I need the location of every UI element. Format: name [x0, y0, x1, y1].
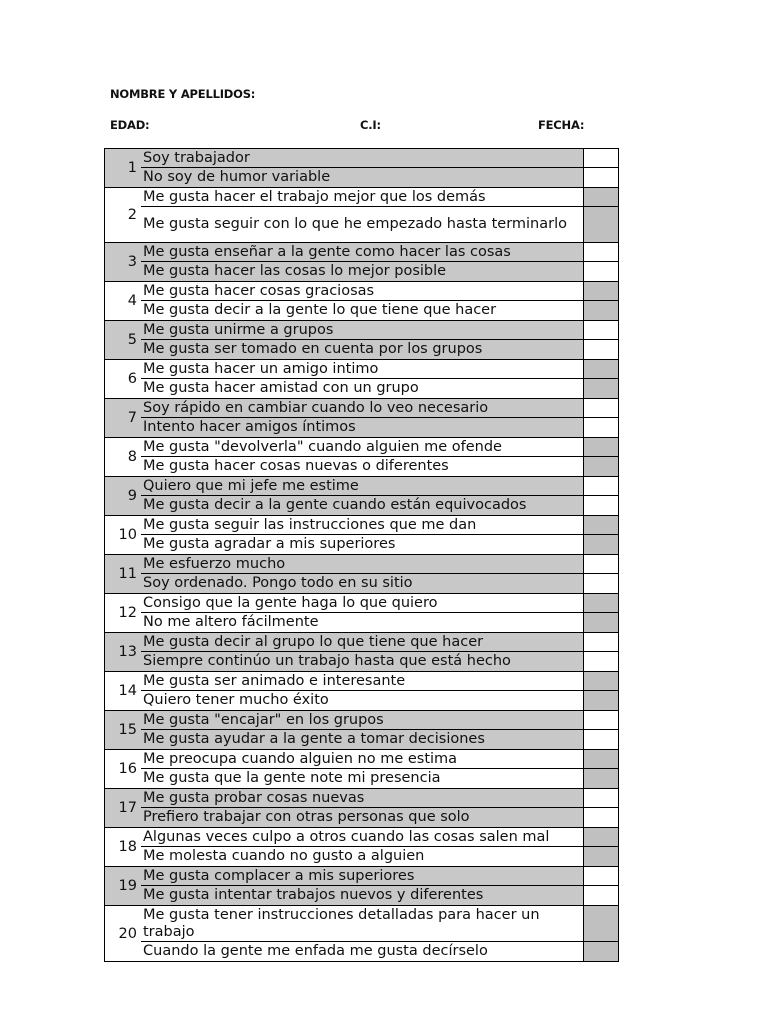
item-row — [141, 206, 618, 242]
item-group — [105, 828, 618, 867]
answer-box[interactable] — [583, 149, 618, 167]
item-row — [141, 573, 618, 593]
item-group — [105, 243, 618, 282]
questionnaire-table — [104, 148, 619, 962]
item-row — [141, 360, 618, 378]
answer-box[interactable] — [583, 594, 618, 612]
answer-box[interactable] — [583, 516, 618, 534]
answer-box[interactable] — [583, 207, 618, 242]
answer-box[interactable] — [583, 321, 618, 339]
answer-box[interactable] — [583, 750, 618, 768]
item-group — [105, 438, 618, 477]
item-number: 16 — [118, 761, 137, 777]
statement-text: Me gusta hacer las cosas lo mejor posible — [141, 262, 583, 281]
statement-text: Me gusta enseñar a la gente como hacer las cosas — [141, 243, 583, 261]
item-group — [105, 516, 618, 555]
item-row — [141, 243, 618, 261]
answer-box[interactable] — [583, 282, 618, 300]
answer-box[interactable] — [583, 730, 618, 749]
item-row — [141, 594, 618, 612]
item-row — [141, 417, 618, 437]
item-number: 6 — [127, 371, 137, 387]
answer-box[interactable] — [583, 496, 618, 515]
item-row — [141, 555, 618, 573]
item-number: 9 — [105, 477, 141, 515]
answer-box[interactable] — [583, 574, 618, 593]
statement-text: Algunas veces culpo a otros cuando las cosas salen mal — [143, 828, 550, 845]
item-row — [141, 378, 618, 398]
statement-text: No soy de humor variable — [141, 168, 583, 187]
item-row — [141, 534, 618, 554]
statement-text: Me gusta ser tomado en cuenta por los grupos — [141, 340, 583, 359]
answer-box[interactable] — [583, 555, 618, 573]
item-group — [105, 360, 618, 399]
statement-text: Intento hacer amigos íntimos — [141, 418, 583, 437]
item-row — [141, 633, 618, 651]
item-group — [105, 555, 618, 594]
answer-box[interactable] — [583, 633, 618, 651]
item-row — [141, 711, 618, 729]
item-row — [141, 495, 618, 515]
statement-text: Me gusta "encajar" en los grupos — [141, 711, 583, 729]
answer-box[interactable] — [583, 769, 618, 788]
statement-text: Me gusta intentar trabajos nuevos y diferentes — [141, 886, 583, 905]
item-row — [141, 261, 618, 281]
item-row — [141, 167, 618, 187]
statement-text: Me esfuerzo mucho — [141, 555, 583, 573]
statement-text: Soy rápido en cambiar cuando lo veo necesario — [141, 399, 583, 417]
answer-box[interactable] — [583, 535, 618, 554]
item-group — [105, 149, 618, 188]
item-number: 20 — [118, 925, 137, 942]
answer-box[interactable] — [583, 438, 618, 456]
statement-text: Me gusta complacer a mis superiores — [141, 867, 583, 885]
item-group — [105, 282, 618, 321]
item-row — [141, 188, 618, 206]
item-number: 15 — [105, 711, 141, 749]
item-group — [105, 672, 618, 711]
item-row — [141, 321, 618, 339]
item-group — [105, 321, 618, 360]
item-group — [105, 477, 618, 516]
item-row — [141, 399, 618, 417]
item-row — [141, 906, 618, 941]
item-group — [105, 750, 618, 789]
statement-text: Me gusta hacer amistad con un grupo — [143, 380, 419, 396]
answer-box[interactable] — [583, 828, 618, 846]
age-label: EDAD: — [110, 118, 150, 132]
statement-text: Me gusta hacer un amigo intimo — [143, 360, 379, 377]
item-number: 5 — [105, 321, 141, 359]
statement-text: Me gusta decir al grupo lo que tiene que hacer — [141, 633, 583, 651]
item-row — [141, 672, 618, 690]
item-row — [141, 149, 618, 167]
statement-text: Quiero tener mucho éxito — [143, 692, 329, 708]
statement-text: Me gusta ayudar a la gente a tomar decisiones — [141, 730, 583, 749]
statement-text: Me preocupa cuando alguien no me estima — [143, 750, 458, 767]
answer-box[interactable] — [583, 360, 618, 378]
statement-text: Soy ordenado. Pongo todo en su sitio — [141, 574, 583, 593]
answer-box[interactable] — [583, 613, 618, 632]
statement-text: Me gusta tener instrucciones detalladas para hacer un trabajo — [143, 906, 540, 940]
statement-text: Me gusta seguir las instrucciones que me dan — [143, 516, 477, 533]
item-group — [105, 867, 618, 906]
answer-box[interactable] — [583, 168, 618, 187]
answer-box[interactable] — [583, 906, 618, 941]
statement-text: Me gusta que la gente note mi presencia — [143, 770, 441, 786]
item-row — [141, 300, 618, 320]
item-group — [105, 594, 618, 633]
statement-text: Me gusta unirme a grupos — [141, 321, 583, 339]
item-row — [141, 516, 618, 534]
statement-text: Prefiero trabajar con otras personas que solo — [141, 808, 583, 827]
statement-text: Cuando la gente me enfada me gusta decírselo — [143, 943, 488, 959]
item-row — [141, 339, 618, 359]
item-row — [141, 282, 618, 300]
item-row — [141, 612, 618, 632]
statement-text: Me gusta decir a la gente cuando están equivocados — [141, 496, 583, 515]
answer-box[interactable] — [583, 243, 618, 261]
item-group — [105, 633, 618, 672]
answer-box[interactable] — [583, 867, 618, 885]
item-row — [141, 807, 618, 827]
statement-text: Me gusta ser animado e interesante — [143, 672, 406, 689]
answer-box[interactable] — [583, 691, 618, 710]
answer-box[interactable] — [583, 886, 618, 905]
statement-text: Soy trabajador — [141, 149, 583, 167]
statement-text: Me gusta agradar a mis superiores — [143, 536, 396, 552]
answer-box[interactable] — [583, 942, 618, 961]
item-row — [141, 846, 618, 866]
ci-label: C.I: — [360, 118, 381, 132]
item-number: 7 — [105, 399, 141, 437]
item-group — [105, 399, 618, 438]
answer-box[interactable] — [583, 711, 618, 729]
date-label: FECHA: — [538, 118, 585, 132]
answer-box[interactable] — [583, 672, 618, 690]
item-row — [141, 438, 618, 456]
statement-text: Me gusta "devolverla" cuando alguien me ofende — [143, 438, 502, 455]
item-number: 2 — [127, 207, 137, 223]
answer-box[interactable] — [583, 477, 618, 495]
item-number: 18 — [118, 839, 137, 855]
item-row — [141, 941, 618, 961]
statement-text: Me gusta hacer cosas nuevas o diferentes — [143, 458, 449, 474]
answer-box[interactable] — [583, 379, 618, 398]
item-number: 12 — [118, 605, 137, 621]
answer-box[interactable] — [583, 457, 618, 476]
statement-text: Me gusta probar cosas nuevas — [141, 789, 583, 807]
statement-text: Consigo que la gente haga lo que quiero — [143, 594, 438, 611]
item-row — [141, 885, 618, 905]
answer-box[interactable] — [583, 808, 618, 827]
answer-box[interactable] — [583, 789, 618, 807]
item-row — [141, 768, 618, 788]
item-group — [105, 711, 618, 750]
item-group — [105, 789, 618, 828]
item-row — [141, 690, 618, 710]
item-row — [141, 729, 618, 749]
statement-text: Quiero que mi jefe me estime — [141, 477, 583, 495]
statement-text: No me altero fácilmente — [143, 614, 319, 630]
item-row — [141, 456, 618, 476]
item-number: 1 — [105, 149, 141, 187]
item-row — [141, 828, 618, 846]
answer-box[interactable] — [583, 418, 618, 437]
item-row — [141, 789, 618, 807]
statement-text: Me gusta seguir con lo que he empezado hasta terminarlo — [143, 216, 567, 232]
answer-box[interactable] — [583, 847, 618, 866]
item-row — [141, 477, 618, 495]
item-number: 11 — [105, 555, 141, 593]
item-group — [105, 906, 618, 961]
item-number: 14 — [118, 683, 137, 699]
item-group — [105, 188, 618, 243]
answer-box[interactable] — [583, 399, 618, 417]
item-number: 3 — [105, 243, 141, 281]
answer-box[interactable] — [583, 188, 618, 206]
item-number: 17 — [105, 789, 141, 827]
answer-box[interactable] — [583, 301, 618, 320]
statement-text: Me gusta hacer el trabajo mejor que los demás — [143, 188, 486, 205]
item-number: 10 — [118, 527, 137, 543]
item-row — [141, 651, 618, 671]
statement-text: Me molesta cuando no gusto a alguien — [143, 848, 425, 864]
item-row — [141, 867, 618, 885]
statement-text: Me gusta decir a la gente lo que tiene que hacer — [143, 302, 497, 318]
item-number: 19 — [105, 867, 141, 905]
item-number: 8 — [127, 449, 137, 465]
answer-box[interactable] — [583, 340, 618, 359]
item-number: 13 — [105, 633, 141, 671]
item-number: 4 — [127, 293, 137, 309]
answer-box[interactable] — [583, 262, 618, 281]
answer-box[interactable] — [583, 652, 618, 671]
statement-text: Siempre continúo un trabajo hasta que está hecho — [141, 652, 583, 671]
item-row — [141, 750, 618, 768]
statement-text: Me gusta hacer cosas graciosas — [143, 282, 375, 299]
name-label: NOMBRE Y APELLIDOS: — [110, 87, 256, 101]
